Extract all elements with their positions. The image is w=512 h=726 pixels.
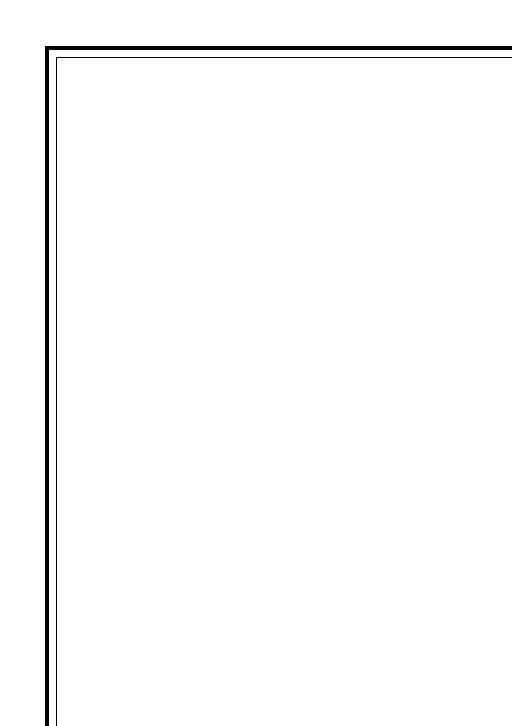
page-border-inner	[56, 57, 512, 726]
page-border-outer	[45, 46, 512, 726]
